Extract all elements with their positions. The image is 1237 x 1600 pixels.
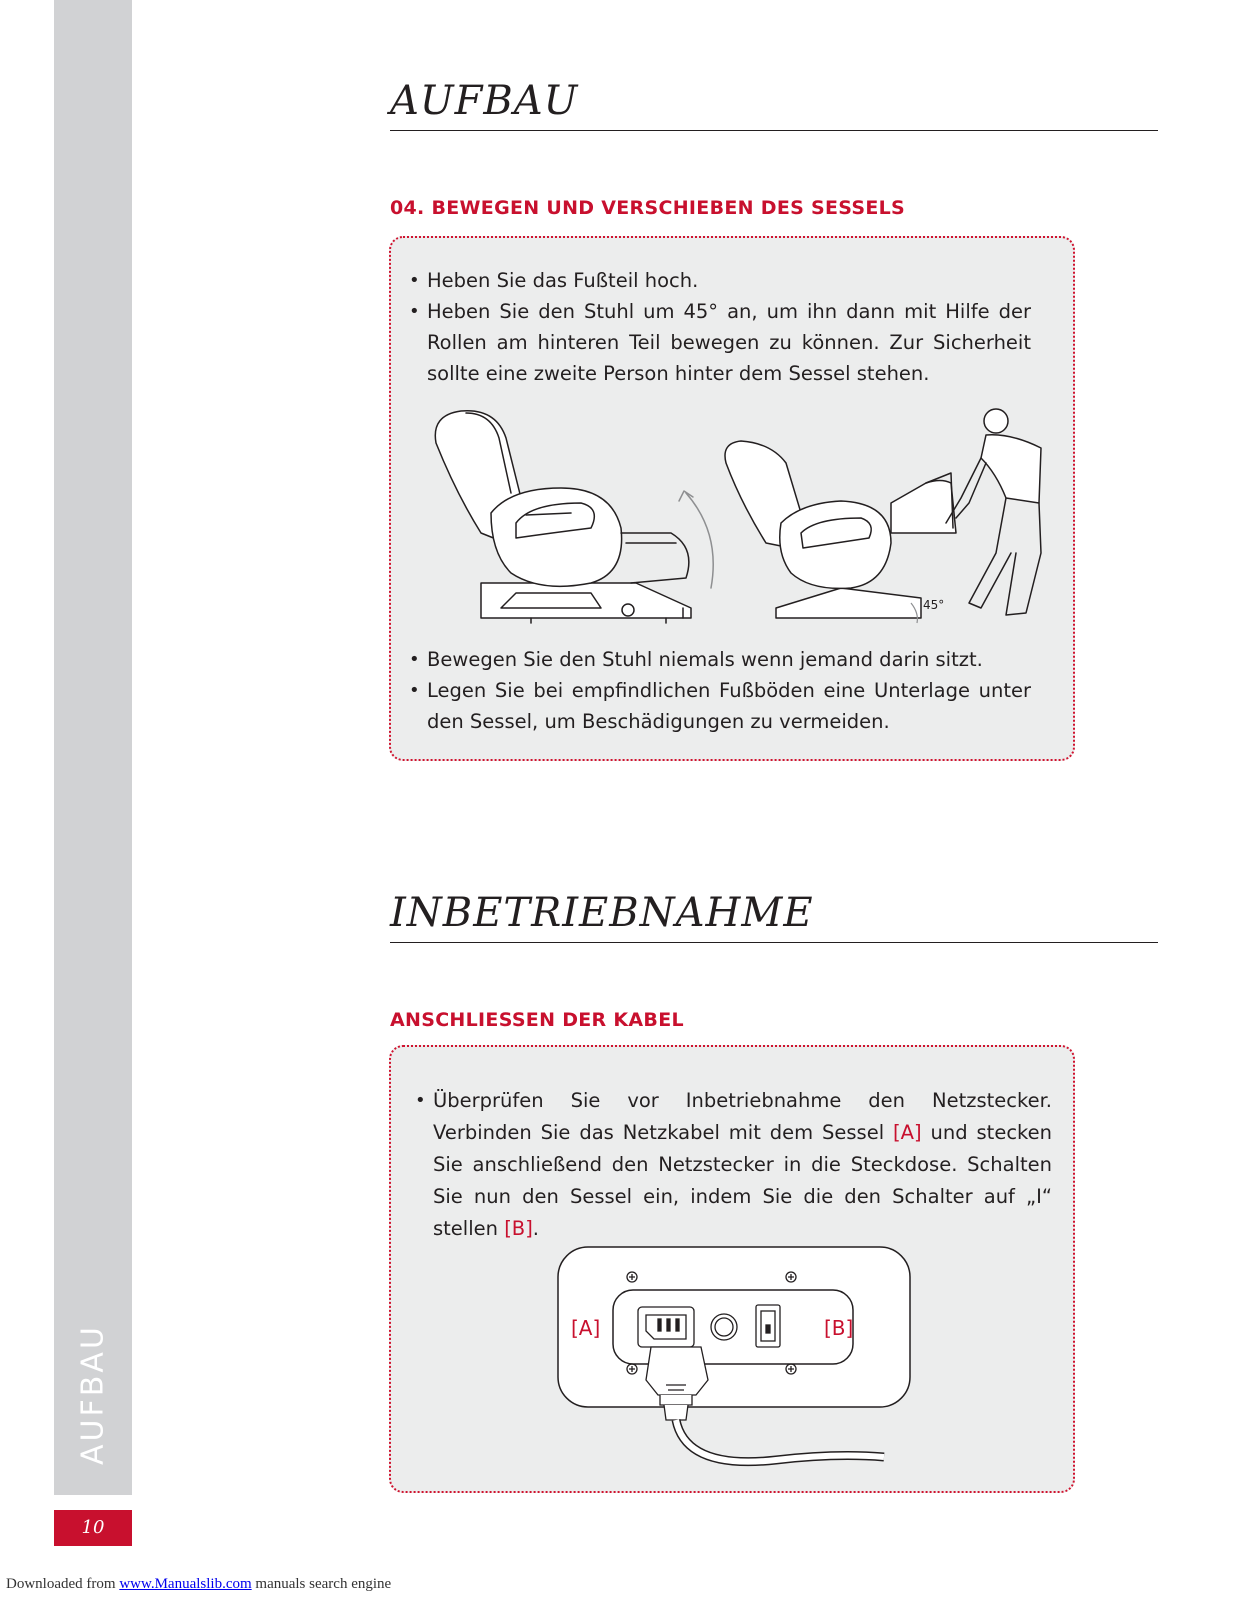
bullet-list-bottom (391, 644, 1031, 737)
section-title-aufbau: AUFBAU (390, 78, 579, 124)
chair-illustration (421, 403, 1051, 633)
bullet-list-cables (397, 1085, 1052, 1245)
list-item: • Heben Sie das Fußteil hoch. (391, 265, 1031, 296)
reference-b: [B] (504, 1217, 533, 1240)
title-rule (390, 942, 1158, 943)
section-title-inbetriebnahme: INBETRIEBNAHME (390, 890, 814, 936)
footer-prefix: Downloaded from (6, 1576, 120, 1592)
angle-label: 45° (923, 598, 945, 612)
section-heading-move: 04. BEWEGEN UND VERSCHIEBEN DES SESSELS (390, 197, 906, 219)
footer (6, 1576, 391, 1593)
list-item: • Heben Sie den Stuhl um 45° an, um ihn dann mit Hilfe der Rollen am hinteren Teil bewegen zu können. Zur Sicherheit sollte eine zweite Person hinter dem Sessel stehen. (391, 296, 1031, 389)
page-number: 10 (54, 1510, 132, 1546)
text-part: und stecken Sie anschließend den Netzstecker in die Steckdose. Schalten Sie nun den Sessel ein, indem Sie die den Schalter auf „I“ stellen (433, 1121, 1052, 1240)
reference-a: [A] (893, 1121, 922, 1144)
label-a: [A] (571, 1316, 601, 1340)
info-box-cables (389, 1045, 1075, 1493)
bullet-list-top (391, 265, 1031, 389)
sidebar (54, 0, 132, 1495)
label-b: [B] (824, 1316, 854, 1340)
connector-panel-illustration (556, 1245, 916, 1480)
footer-suffix: manuals search engine (251, 1576, 392, 1592)
footer-link[interactable]: www.Manualslib.com (119, 1576, 252, 1592)
list-item: • Legen Sie bei empfindlichen Fußböden eine Unterlage unter den Sessel, um Beschädigungen zu vermeiden. (391, 675, 1031, 737)
list-item: • Bewegen Sie den Stuhl niemals wenn jemand darin sitzt. (391, 644, 1031, 675)
text-part: . (532, 1217, 539, 1240)
title-rule (390, 130, 1158, 131)
text-part: Überprüfen Sie vor Inbetriebnahme den Netzstecker. Verbinden Sie das Netzkabel mit dem Sessel (433, 1089, 1052, 1144)
list-item (397, 1085, 1052, 1245)
info-box-move (389, 236, 1075, 761)
section-heading-cables: ANSCHLIESSEN DER KABEL (390, 1009, 684, 1031)
